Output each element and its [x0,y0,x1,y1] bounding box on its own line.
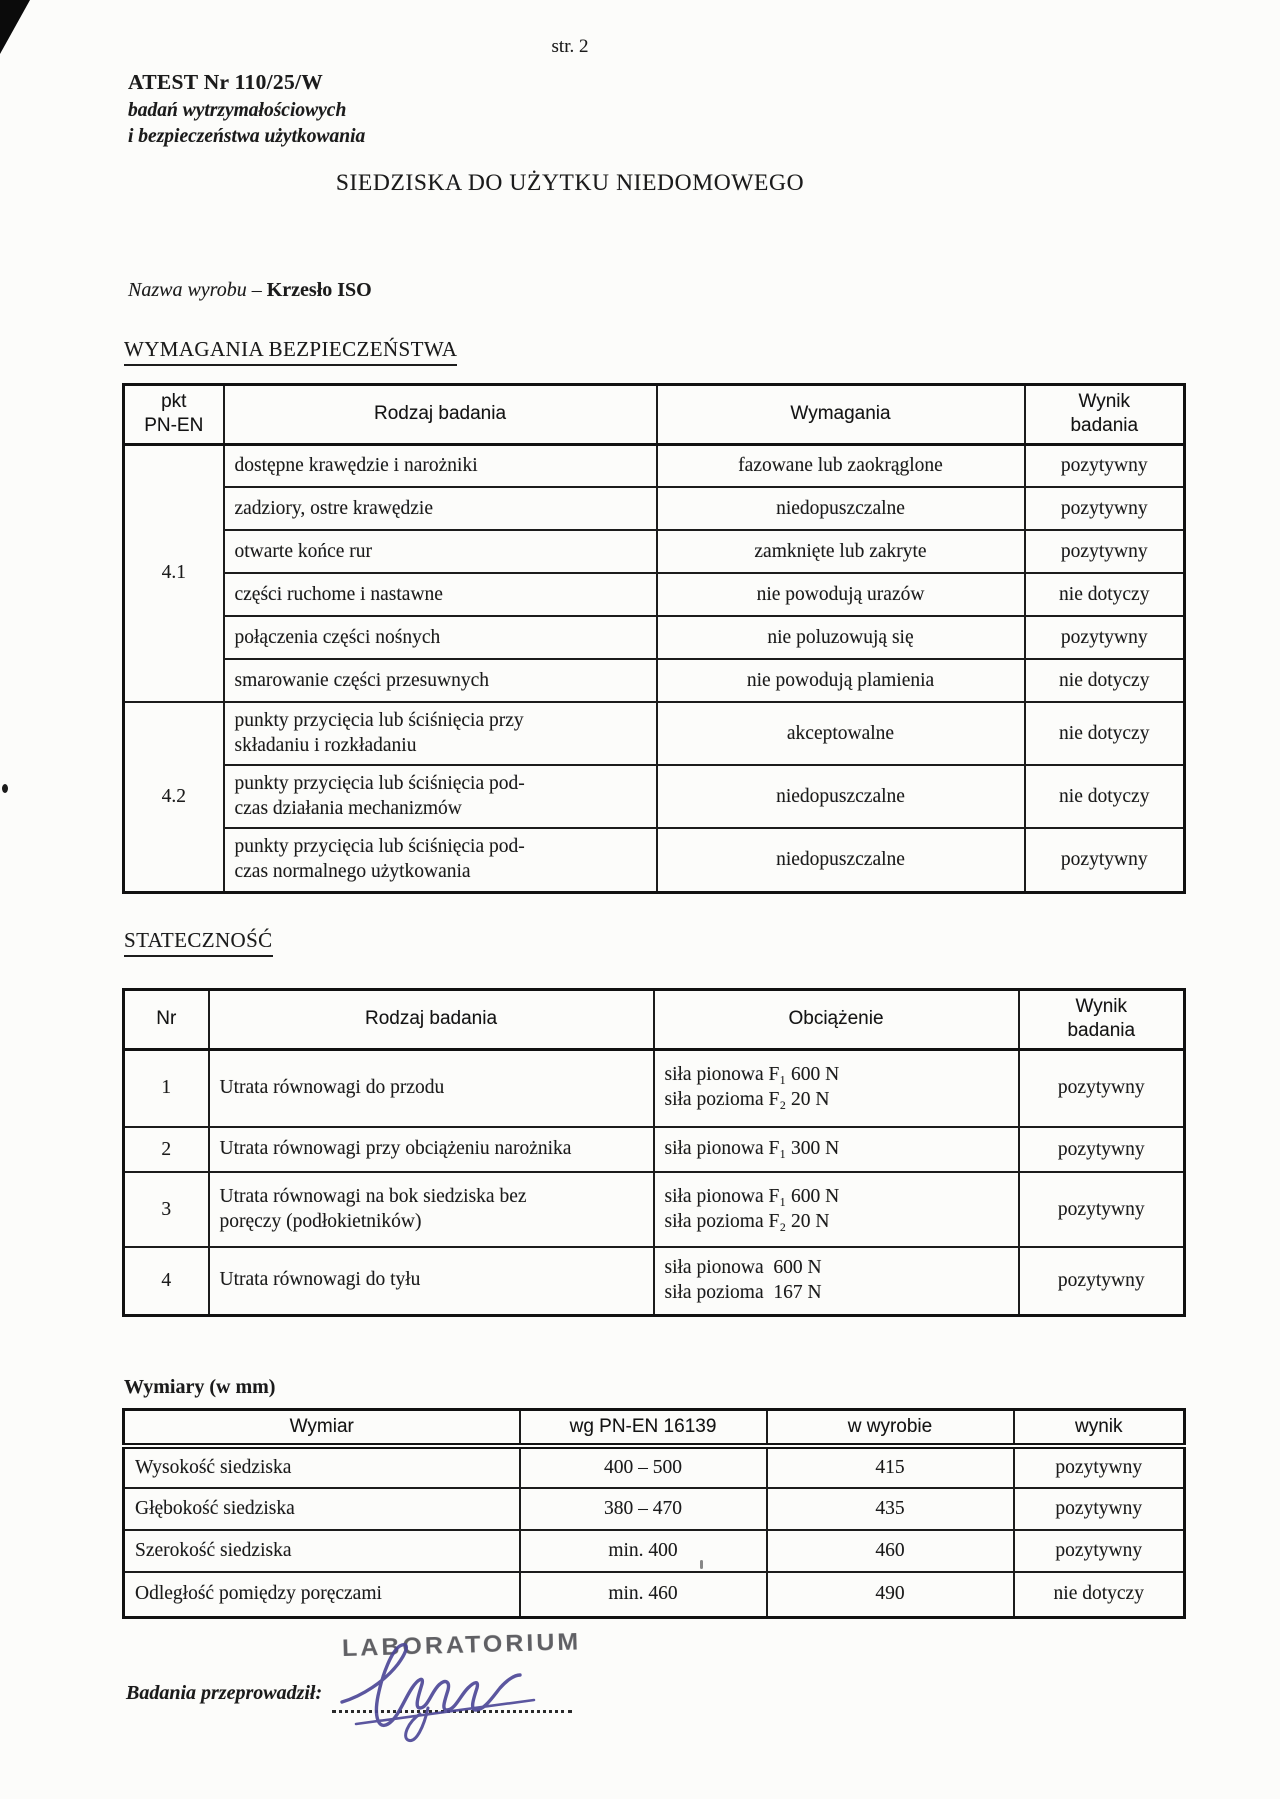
result-cell: pozytywny [1014,1446,1185,1488]
atest-subtitle-line1: badań wytrzymałościowych [128,100,347,121]
result-cell: pozytywny [1025,444,1185,487]
test-cell: punkty przycięcia lub ściśnięcia pod- czas normalnego użytkowania [224,828,657,892]
result-cell: nie dotyczy [1014,1572,1185,1618]
stability-section-heading: STATECZNOŚĆ [124,928,273,957]
test-cell: punkty przycięcia lub ściśnięcia pod- czas działania mechanizmów [224,765,657,828]
table-row [124,487,1185,530]
result-cell: nie dotyczy [1025,659,1185,702]
atest-subtitle-line2: i bezpieczeństwa użytkowania [128,126,366,147]
test-cell: punkty przycięcia lub ściśnięcia przy składaniu i rozkładaniu [224,702,657,765]
table-row [124,444,1185,487]
test-cell: Utrata równowagi przy obciążeniu narożnika [209,1127,654,1172]
table-row [124,1049,1185,1127]
handwritten-signature [328,1636,572,1754]
header-wg-pn-en: wg PN-EN 16139 [520,1410,767,1446]
header-pkt-pn-en: pkt PN-EN [124,385,224,445]
table-row [124,765,1185,828]
result-cell: pozytywny [1019,1172,1185,1247]
load-cell: siła pionowa F₁ 600 N siła pozioma F₂ 20 N [654,1049,1019,1127]
table-row [124,1530,1185,1572]
header-w-wyrobie: w wyrobie [767,1410,1014,1446]
scan-speck [2,784,8,793]
result-cell: pozytywny [1014,1530,1185,1572]
safety-section-heading: WYMAGANIA BEZPIECZEŃSTWA [124,337,457,366]
result-cell: nie dotyczy [1025,765,1185,828]
requirement-cell: zamknięte lub zakryte [657,530,1025,573]
atest-number-title: ATEST Nr 110/25/W [128,70,324,94]
dimensions-section-heading: Wymiary (w mm) [124,1376,276,1398]
product-value-cell: 435 [767,1488,1014,1530]
nr-cell: 2 [124,1127,209,1172]
load-cell: siła pionowa F₁ 600 N siła pozioma F₂ 20 N [654,1172,1019,1247]
result-cell: nie dotyczy [1025,702,1185,765]
header-nr: Nr [124,990,209,1050]
table-row [124,659,1185,702]
norm-cell: 400 – 500 [520,1446,767,1488]
header-wymagania: Wymagania [657,385,1025,445]
test-cell: zadziory, ostre krawędzie [224,487,657,530]
header-wynik-badania: Wynik badania [1025,385,1185,445]
requirement-cell: nie poluzowują się [657,616,1025,659]
dimensions-table [122,1408,1186,1619]
test-cell: Utrata równowagi do przodu [209,1049,654,1127]
test-cell: dostępne krawędzie i narożniki [224,444,657,487]
result-cell: pozytywny [1019,1247,1185,1315]
norm-cell: min. 400 [520,1530,767,1572]
table-row [124,1446,1185,1488]
dimension-cell: Szerokość siedziska [124,1530,520,1572]
header-wynik: wynik [1014,1410,1185,1446]
result-cell: pozytywny [1019,1049,1185,1127]
table-row [124,702,1185,765]
header-wymiar: Wymiar [124,1410,520,1446]
test-cell: Utrata równowagi do tyłu [209,1247,654,1315]
table-row [124,828,1185,892]
dimension-cell: Wysokość siedziska [124,1446,520,1488]
load-cell: siła pionowa F₁ 300 N [654,1127,1019,1172]
header-obciazenie: Obciążenie [654,990,1019,1050]
result-cell: pozytywny [1025,828,1185,892]
nr-cell: 1 [124,1049,209,1127]
safety-table-header-row [124,385,1185,445]
table-row [124,1488,1185,1530]
page-number: str. 2 [551,36,589,57]
pkt-cell: 4.1 [124,444,224,702]
product-value-cell: 490 [767,1572,1014,1618]
result-cell: pozytywny [1025,487,1185,530]
result-cell: pozytywny [1025,616,1185,659]
table-row [124,1572,1185,1618]
requirement-cell: niedopuszczalne [657,487,1025,530]
performed-by-label: Badania przeprowadził: [126,1682,323,1704]
requirement-cell: niedopuszczalne [657,765,1025,828]
table-row [124,1127,1185,1172]
header-wynik-badania: Wynik badania [1019,990,1185,1050]
product-name: Krzesło ISO [266,279,372,301]
table-row [124,530,1185,573]
test-cell: otwarte końce rur [224,530,657,573]
requirement-cell: nie powodują urazów [657,573,1025,616]
product-value-cell: 415 [767,1446,1014,1488]
dimension-cell: Odległość pomiędzy poręczami [124,1572,520,1618]
test-cell: Utrata równowagi na bok siedziska bez poręczy (podłokietników) [209,1172,654,1247]
test-cell: smarowanie części przesuwnych [224,659,657,702]
requirement-cell: niedopuszczalne [657,828,1025,892]
table-row [124,1172,1185,1247]
header-rodzaj-badania: Rodzaj badania [224,385,657,445]
result-cell: nie dotyczy [1025,573,1185,616]
table-row [124,616,1185,659]
requirement-cell: akceptowalne [657,702,1025,765]
result-cell: pozytywny [1025,530,1185,573]
pkt-cell: 4.2 [124,702,224,892]
requirement-cell: nie powodują plamienia [657,659,1025,702]
load-cell: siła pionowa 600 N siła pozioma 167 N [654,1247,1019,1315]
product-value-cell: 460 [767,1530,1014,1572]
nr-cell: 3 [124,1172,209,1247]
stability-table-header-row [124,990,1185,1050]
table-row [124,573,1185,616]
product-name-line [128,279,372,302]
dimensions-table-header-row [124,1410,1185,1446]
safety-table [122,383,1186,894]
requirement-cell: fazowane lub zaokrąglone [657,444,1025,487]
laboratorium-stamp: LABORATORIUM [341,1628,582,1662]
nr-cell: 4 [124,1247,209,1315]
table-row [124,1247,1185,1315]
header-rodzaj-badania: Rodzaj badania [209,990,654,1050]
document-title: SIEDZISKA DO UŻYTKU NIEDOMOWEGO [335,170,805,196]
stability-table [122,988,1186,1317]
test-cell: części ruchome i nastawne [224,573,657,616]
result-cell: pozytywny [1014,1488,1185,1530]
norm-cell: min. 460 [520,1572,767,1618]
test-cell: połączenia części nośnych [224,616,657,659]
product-label: Nazwa wyrobu – [128,279,262,301]
norm-cell: 380 – 470 [520,1488,767,1530]
dimension-cell: Głębokość siedziska [124,1488,520,1530]
result-cell: pozytywny [1019,1127,1185,1172]
